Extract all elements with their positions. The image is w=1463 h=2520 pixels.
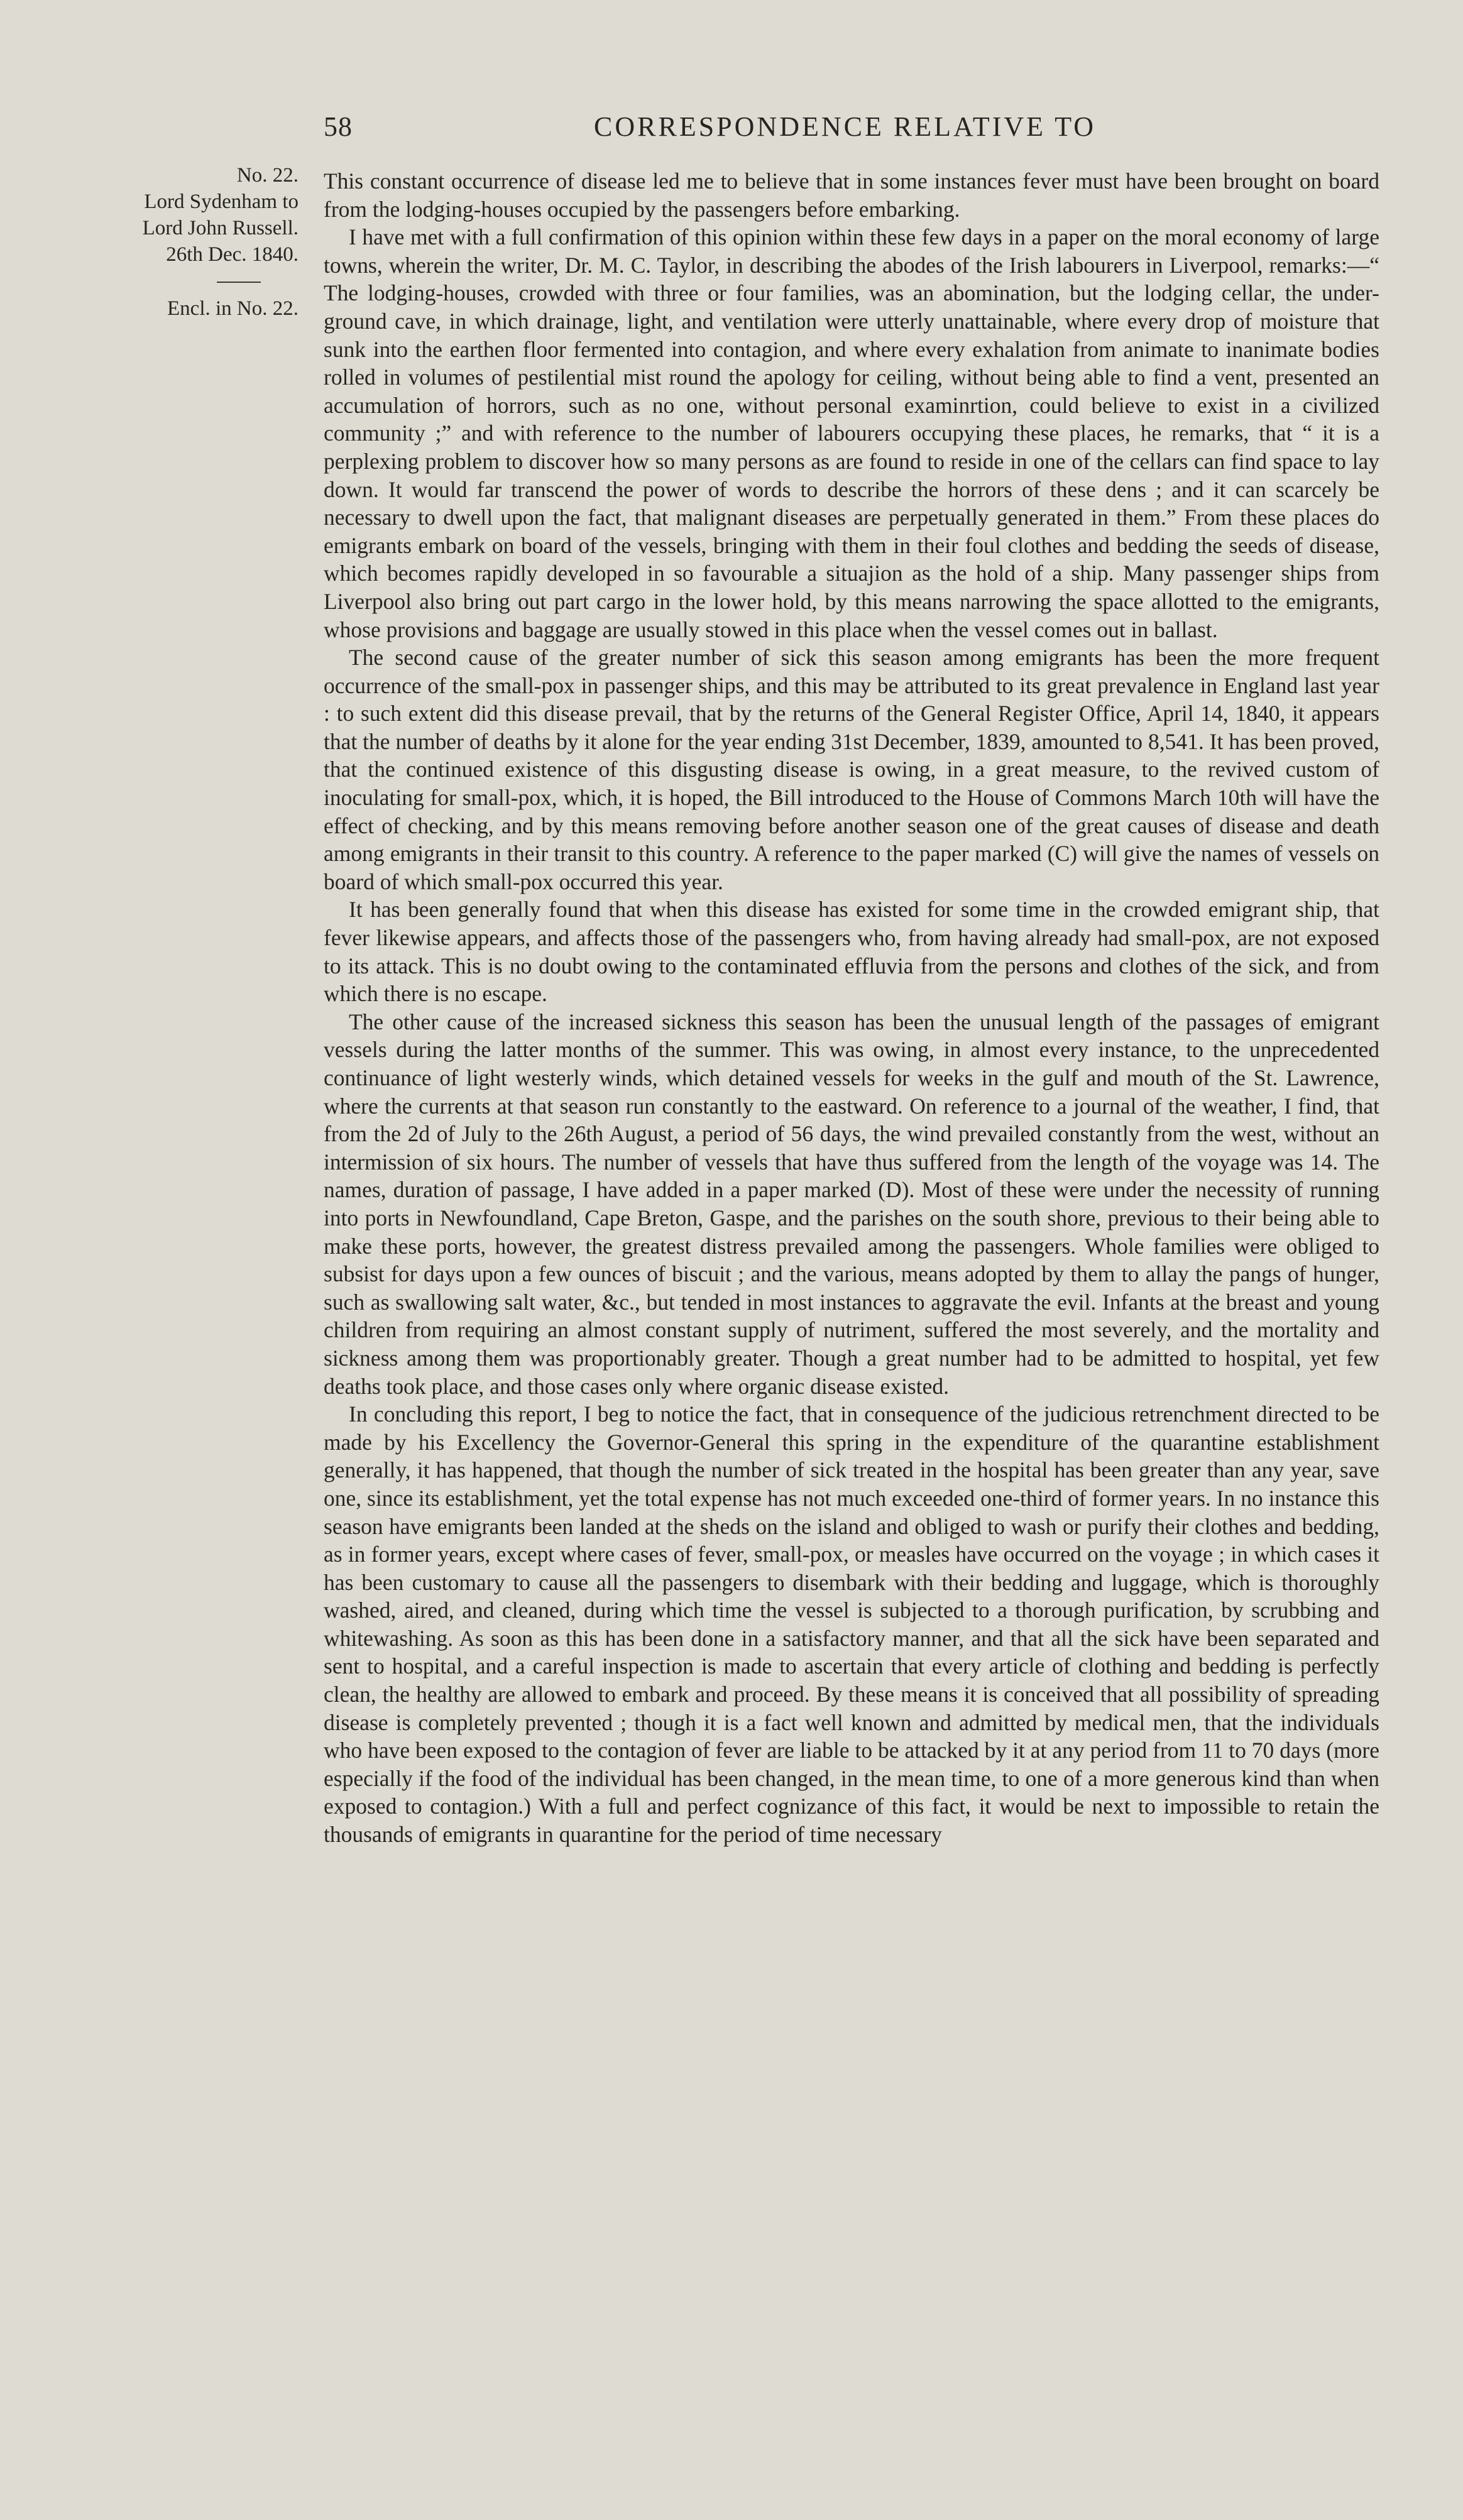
margin-note-enclosure: Encl. in No. 22. [167,297,299,320]
margin-note-to: Lord John Russell. [142,217,299,239]
body-text [324,167,1379,1849]
paragraph-5: The other cause of the increased sickness this season has been the unusual length of the passages of emigrant vessels during the latter months of the summer. This was owing, in almost every instance, to the unprecedented continuance of light westerly winds, which detained vessels for weeks in the gulf and mouth of the St. Lawrence, where the currents at that season run constantly to the eastward. On reference to a journal of the weather, I find, that from the 2d of July to the 26th August, a period of 56 days, the wind prevailed constantly from the west, without an intermission of six hours. The number of vessels that have thus suffered from the length of the voyage was 14. The names, duration of passage, I have added in a paper marked (D). Most of these were under the necessity of running into ports in Newfoundland, Cape Breton, Gaspe, and the parishes on the south shore, previous to their being able to make these ports, however, the greatest distress prevailed among the passengers. Whole families were obliged to subsist for days upon a few ounces of biscuit ; and the various, means adopted by them to allay the pangs of hunger, such as swallowing salt water, &c., but tended in most instances to aggravate the evil. Infants at the breast and young children from requiring an almost constant supply of nutriment, suffered the most severely, and the mortality and sickness among them was proportionably greater. Though a great number had to be admitted to hospital, yet few deaths took place, and those cases only where organic disease existed. [324,1009,1379,1399]
margin-note-from: Lord Sydenham to [144,190,299,213]
paragraph-3: The second cause of the greater number of sick this season among emigrants has been the more frequent occurrence of the small-pox in passenger ships, and this may be attributed to its great prevalence in England last year : to such extent did this disease prevail, that by the returns of the General Register Office, April 14, 1840, it appears that the number of deaths by it alone for the year ending 31st December, 1839, amounted to 8,541. It has been proved, that the continued existence of this disgusting disease is owing, in a great measure, to the revived custom of inoculating for small-pox, which, it is hoped, the Bill introduced to the House of Commons March 10th will have the effect of checking, and by this means removing before another season one of the great causes of disease and death among emigrants in their transit to this country. A reference to the paper marked (C) will give the names of vessels on board of which small-pox occurred this year. [324,645,1379,894]
margin-note-number: No. 22. [236,164,299,187]
paragraph-1: This constant occurrence of disease led me to believe that in some instances fever must have been brought on board from the lodging-houses occupied by the passengers before embarking. [324,168,1379,222]
paragraph-6: In concluding this report, I beg to notice the fact, that in consequence of the judicious retrenchment directed to be made by his Excellency the Governor-General this spring in the expenditure of the quarantine establishment generally, it has happened, that though the number of sick treated in the hospital has been greater than any year, save one, since its establishment, yet the total expense has not much exceeded one-third of former years. In no instance this season have emigrants been landed at the sheds on the island and obliged to wash or purify their clothes and bedding, as in former years, except where cases of fever, small-pox, or measles have occurred on the voyage ; in which cases it has been customary to cause all the passengers to disembark with their bedding and luggage, which is thoroughly washed, aired, and cleaned, during which time the vessel is subjected to a thorough purification, by scrubbing and whitewashing. As soon as this has been done in a satisfactory manner, and that all the sick have been separated and sent to hospital, and a careful inspection is made to ascertain that every article of clothing and bedding is perfectly clean, the healthy are allowed to embark and proceed. By these means it is conceived that all possibility of spreading disease is completely prevented ; though it is a fact well known and admitted by medical men, that the individuals who have been exposed to the contagion of fever are liable to be attacked by it at any period from 11 to 70 days (more especially if the food of the individual has been changed, in the mean time, to one of a more generous kind than when exposed to contagion.) With a full and perfect cognizance of this fact, it would be next to impossible to retain the thousands of emigrants in quarantine for the period of time necessary [324,1401,1379,1848]
paragraph-2: I have met with a full confirmation of this opinion within these few days in a paper on the moral economy of large towns, wherein the writer, Dr. M. C. Taylor, in describing the abodes of the Irish labourers in Liverpool, remarks:—“ The lodging-houses, crowded with three or four families, was an abomination, but the lodging cellar, the under-ground cave, in which drainage, light, and ventilation were utterly unattainable, where every drop of moisture that sunk into the earthen floor fermented into contagion, and where every exhalation from animate to inanimate bodies rolled in volumes of pestilential mist round the apology for ceiling, without being able to find a vent, presented an accumulation of horrors, such as no one, without personal examinrtion, could believe to exist in a civilized community ;” and with reference to the number of labourers occupying these places, he remarks, that “ it is a perplexing problem to discover how so many persons as are found to reside in one of the cellars can find space to lay down. It would far transcend the power of words to describe the horrors of these dens ; and it can scarcely be necessary to dwell upon the fact, that malignant diseases are perpetually generated in them.” From these places do emigrants embark on board of the vessels, bringing with them in their foul clothes and bedding the seeds of disease, which becomes rapidly developed in so favourable a situajion as the hold of a ship. Many passenger ships from Liverpool also bring out part cargo in the lower hold, by this means narrowing the space allotted to the emigrants, whose provisions and baggage are usually stowed in this place when the vessel comes out in ballast. [324,224,1379,642]
running-title: CORRESPONDENCE RELATIVE TO [594,111,1097,142]
page-number: 58 [324,111,353,142]
margin-note-divider [217,282,261,283]
margin-note [116,162,299,322]
margin-note-date: 26th Dec. 1840. [166,243,299,266]
paragraph-4: It has been generally found that when this disease has existed for some time in the crowded emigrant ship, that fever likewise appears, and affects those of the passengers who, from having already had small-pox, are not exposed to its attack. This is no doubt owing to the contaminated effluvia from the persons and clothes of the sick, and from which there is no escape. [324,897,1379,1007]
page-header [324,111,1379,148]
